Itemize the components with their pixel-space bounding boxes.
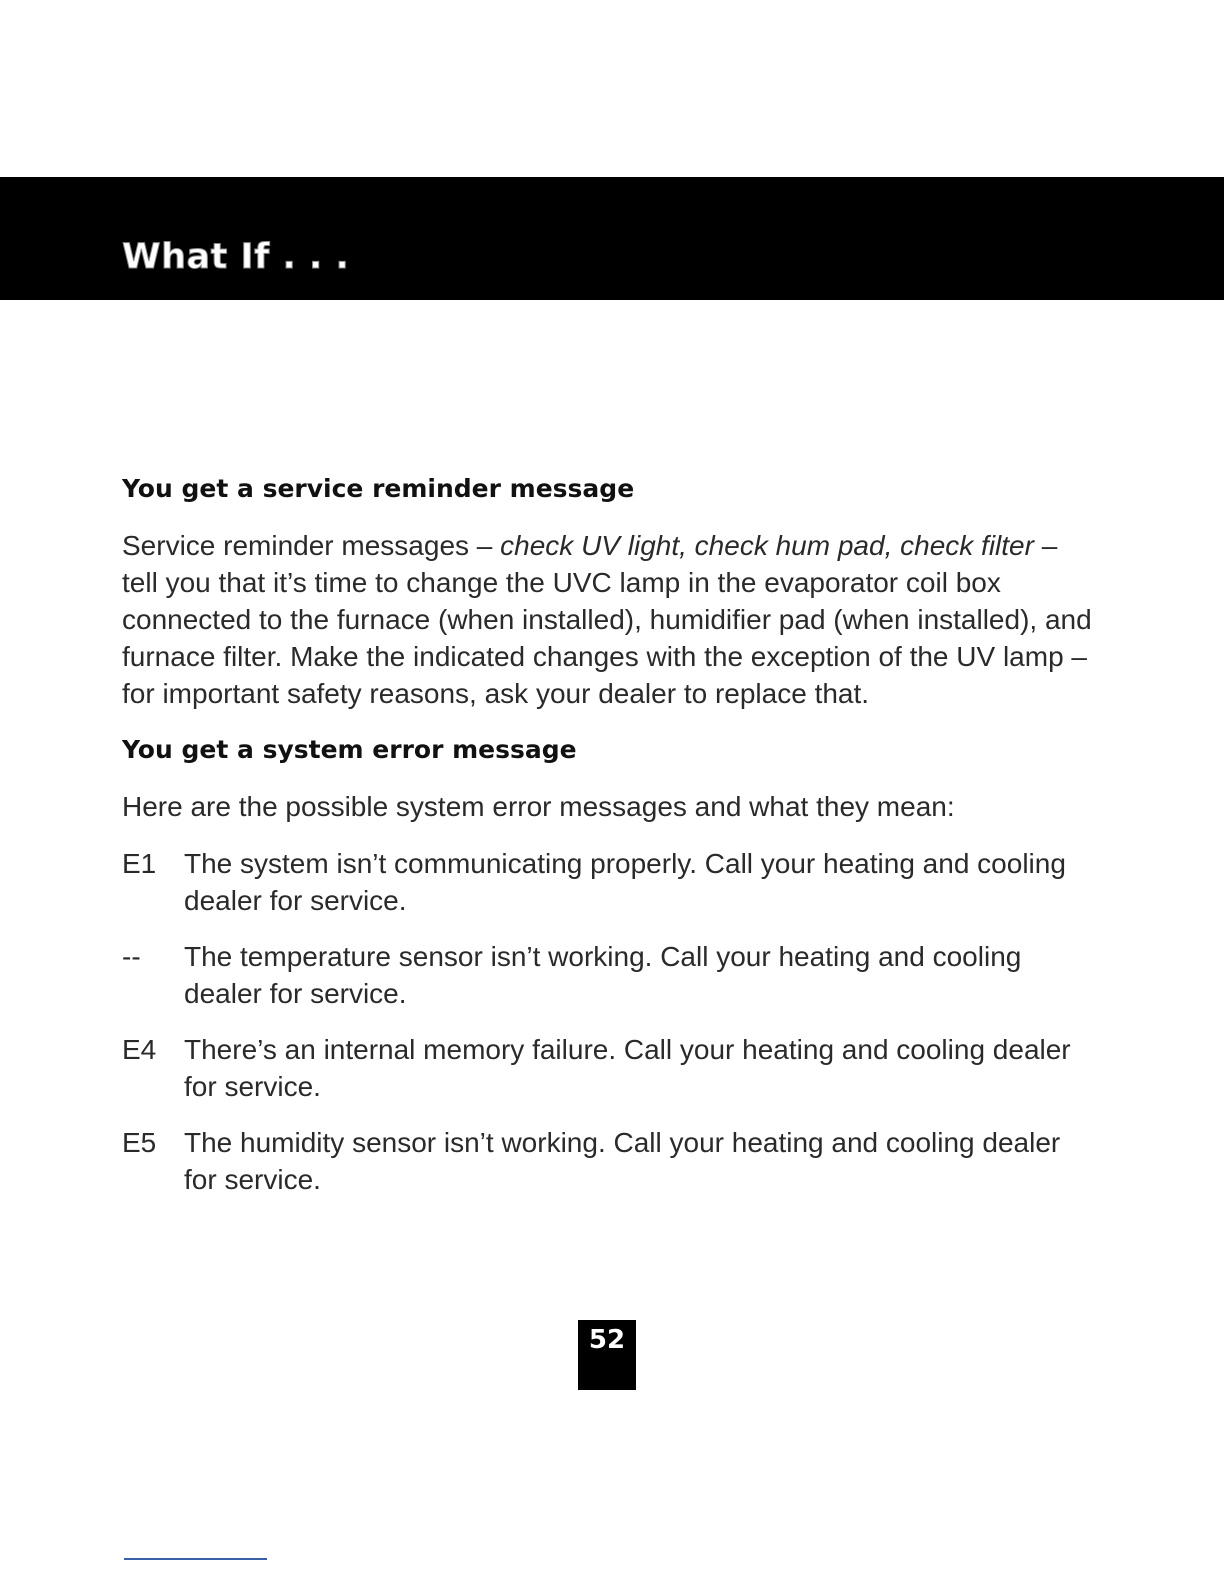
error-code: E1 [122, 848, 157, 879]
error-description: There’s an internal memory failure. Call your heating and cooling dealer for service. [184, 1034, 1071, 1102]
list-item [122, 845, 1092, 919]
page-title: What If . . . [122, 237, 350, 277]
error-code: -- [122, 941, 141, 972]
error-description: The humidity sensor isn’t working. Call your heating and cooling dealer for service. [184, 1127, 1061, 1195]
section-heading-service-reminder: You get a service reminder message [122, 474, 635, 503]
error-code-list [122, 845, 1092, 1198]
service-reminder-paragraph [122, 527, 1092, 712]
list-item [122, 1031, 1092, 1105]
paragraph-text-start: Service reminder messages – [122, 530, 501, 561]
system-error-intro: Here are the possible system error messages and what they mean: [122, 791, 955, 822]
paragraph-text-end: – tell you that it’s time to change the UVC lamp in the evaporator coil box connected to the furnace (when installed), humidifier pad (when installed), and furnace filter. Make the indicated changes with the exception of the UV lamp – for important safety reasons, ask your dealer to replace that. [122, 530, 1092, 709]
error-code: E4 [122, 1034, 157, 1065]
list-item [122, 938, 1092, 1012]
section-heading-system-error: You get a system error message [122, 735, 577, 764]
error-description: The temperature sensor isn’t working. Call your heating and cooling dealer for service. [184, 941, 1022, 1009]
list-item [122, 1124, 1092, 1198]
paragraph-text-italic: check UV light, check hum pad, check filter [500, 530, 1034, 561]
footer-divider [124, 1558, 267, 1560]
error-code: E5 [122, 1127, 157, 1158]
error-description: The system isn’t communicating properly. Call your heating and cooling dealer for service. [184, 848, 1066, 916]
main-content [122, 470, 1092, 1217]
page-number: 52 [578, 1320, 636, 1390]
